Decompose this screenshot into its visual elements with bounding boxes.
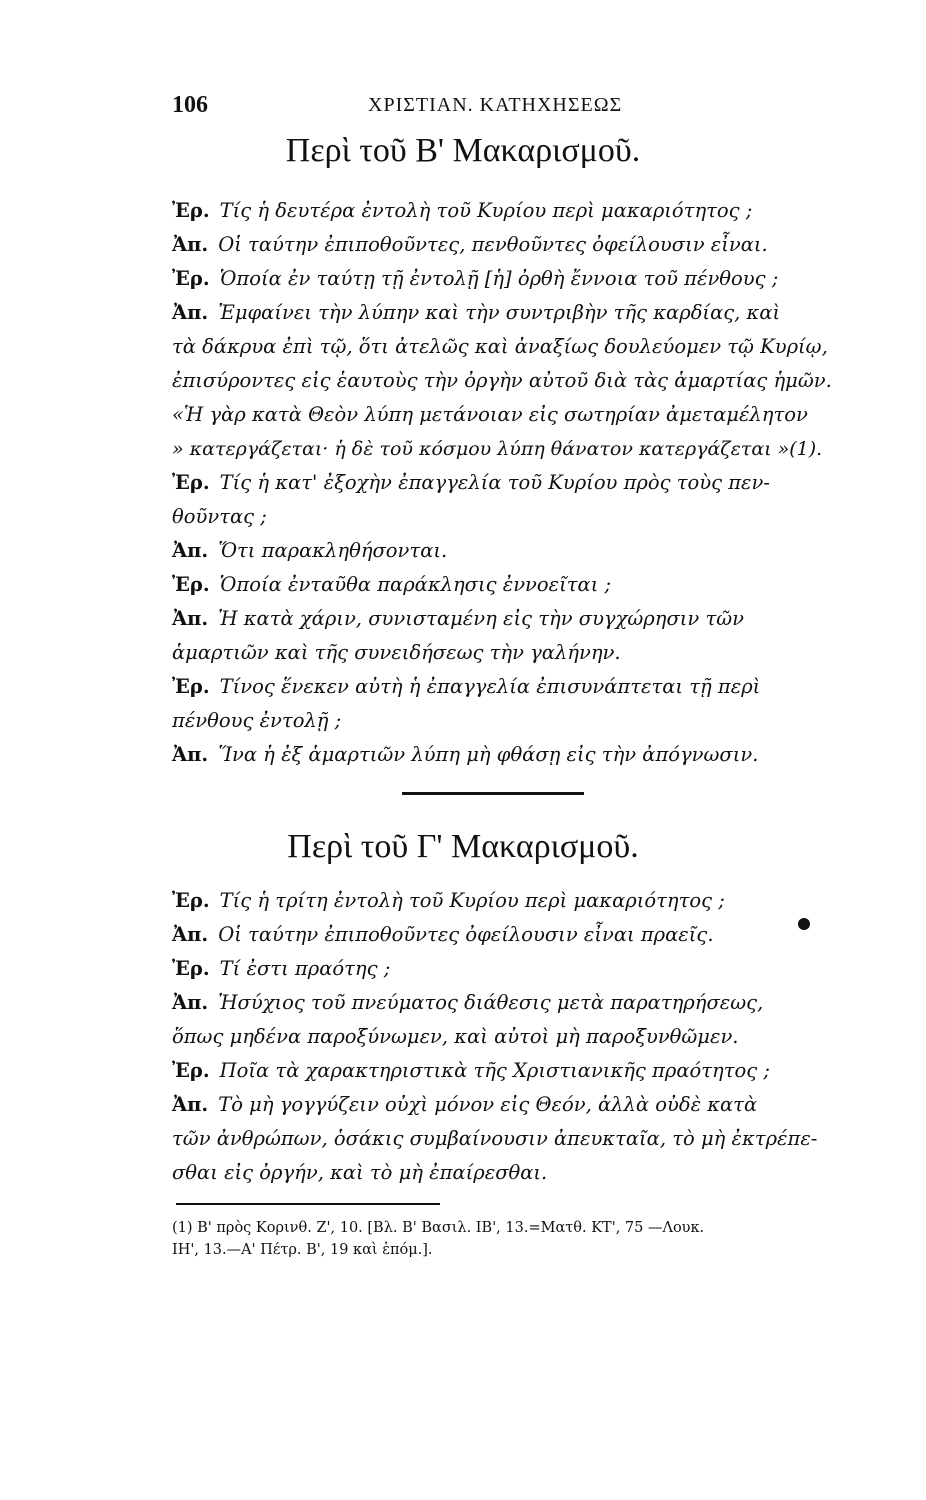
text-line [172,300,836,326]
speaker-label: Ἐρ. [172,889,210,912]
text-line [172,470,836,496]
line-text: Ἵνα ἡ ἐξ ἁμαρτιῶν λύπη μὴ φθάσῃ εἰς τὴν ἀπόγνωσιν. [218,743,759,766]
text-line [172,232,836,258]
speaker-label: Ἐρ. [172,675,210,698]
page-header [172,92,832,122]
text-line [172,198,836,224]
text-line [172,1058,836,1084]
speaker-label: Ἀπ. [172,991,209,1014]
speaker-label: Ἀπ. [172,301,209,324]
speaker-label: Ἐρ. [172,267,210,290]
footnote-line: ΙΗ', 13.—Α' Πέτρ. Β', 19 καὶ ἑπόμ.]. [172,1242,433,1258]
speaker-label: Ἐρ. [172,199,210,222]
line-text: ἁμαρτιῶν καὶ τῆς συνειδήσεως τὴν γαλήνην. [172,641,621,664]
line-text: Τίς ἡ δευτέρα ἐντολὴ τοῦ Κυρίου περὶ μακαριότητος ; [219,199,753,222]
ink-dot-mark [798,918,810,930]
text-line [172,538,836,564]
line-text: τῶν ἀνθρώπων, ὁσάκις συμβαίνουσιν ἀπευκταῖα, τὸ μὴ ἐκτρέπε- [172,1127,818,1150]
text-line [172,334,836,360]
text-line [172,674,836,700]
page-number: 106 [172,92,208,118]
line-text: Οἱ ταύτην ἐπιποθοῦντες ὀφείλουσιν εἶναι πραεῖς. [218,923,714,946]
line-text: ὅπως μηδένα παροξύνωμεν, καὶ αὐτοὶ μὴ παροξυνθῶμεν. [172,1025,739,1048]
footnote-rule [176,1203,440,1205]
speaker-label: Ἀπ. [172,539,209,562]
text-line [172,266,836,292]
speaker-label: Ἀπ. [172,1093,209,1116]
speaker-label: Ἐρ. [172,957,210,980]
line-text: Ἡσύχιος τοῦ πνεύματος διάθεσις μετὰ παρατηρήσεως, [218,991,764,1014]
speaker-label: Ἐρ. [172,471,210,494]
text-line [172,1160,836,1186]
line-text: Τί ἐστι πραότης ; [219,957,391,980]
text-line [172,1092,836,1118]
line-text: Ἐμφαίνει τὴν λύπην καὶ τὴν συντριβὴν τῆς καρδίας, καὶ [218,301,781,324]
text-line [172,402,836,428]
line-text: Ὁποία ἐν ταύτῃ τῇ ἐντολῇ [ἡ] ὀρθὴ ἔννοια τοῦ πένθους ; [219,267,779,290]
section-divider [402,792,584,795]
line-text: Τίς ἡ κατ' ἐξοχὴν ἐπαγγελία τοῦ Κυρίου πρὸς τοὺς πεν- [219,471,770,494]
text-line [172,742,836,768]
speaker-label: Ἀπ. [172,743,209,766]
text-line [172,708,836,734]
speaker-label: Ἐρ. [172,573,210,596]
line-text: θοῦντας ; [172,505,267,528]
line-text: ἐπισύροντες εἰς ἑαυτοὺς τὴν ὀργὴν αὐτοῦ διὰ τὰς ἁμαρτίας ἡμῶν. [172,369,832,392]
speaker-label: Ἀπ. [172,607,209,630]
line-text: Ὁποία ἐνταῦθα παράκλησις ἐννοεῖται ; [219,573,612,596]
line-text: Τὸ μὴ γογγύζειν οὐχὶ μόνον εἰς Θεόν, ἀλλὰ οὐδὲ κατὰ [218,1093,758,1116]
line-text: Τίς ἡ τρίτη ἐντολὴ τοῦ Κυρίου περὶ μακαριότητος ; [219,889,725,912]
text-line [172,572,836,598]
running-title: ΧΡΙΣΤΙΑΝ. ΚΑΤΗΧΗΣΕΩΣ [368,94,623,116]
line-text: Οἱ ταύτην ἐπιποθοῦντες, πενθοῦντες ὀφείλουσιν εἶναι. [218,233,768,256]
text-line [172,1126,836,1152]
text-line [172,504,836,530]
text-line [172,436,836,462]
line-text: τὰ δάκρυα ἐπὶ τῷ, ὅτι ἀτελῶς καὶ ἀναξίως δουλεύομεν τῷ Κυρίῳ, [172,335,828,358]
text-line [172,606,836,632]
text-line [172,956,836,982]
text-line [172,640,836,666]
line-text: πένθους ἐντολῇ ; [172,709,342,732]
text-line [172,922,836,948]
line-text: Τίνος ἕνεκεν αὐτὴ ἡ ἐπαγγελία ἐπισυνάπτεται τῇ περὶ [219,675,761,698]
line-text: Ἡ κατὰ χάριν, συνισταμένη εἰς τὴν συγχώρησιν τῶν [218,607,744,630]
footnote-line: (1) Β' πρὸς Κορινθ. Ζ', 10. [Βλ. Β' Βασιλ. ΙΒ', 13.=Ματθ. ΚΤ', 75 —Λουκ. [172,1220,705,1236]
line-text: σθαι εἰς ὀργήν, καὶ τὸ μὴ ἐπαίρεσθαι. [172,1161,548,1184]
text-line [172,888,836,914]
section-title-b: Περὶ τοῦ Β' Μακαρισμοῦ. [285,132,641,169]
section-title-g: Περὶ τοῦ Γ' Μακαρισμοῦ. [287,828,639,865]
speaker-label: Ἀπ. [172,923,209,946]
line-text: «Ἡ γὰρ κατὰ Θεὸν λύπη μετάνοιαν εἰς σωτηρίαν ἀμεταμέλητον [172,403,808,426]
text-line [172,990,836,1016]
speaker-label: Ἐρ. [172,1059,210,1082]
line-text: Ποῖα τὰ χαρακτηριστικὰ τῆς Χριστιανικῆς πραότητος ; [219,1059,770,1082]
text-line [172,368,836,394]
line-text: Ὅτι παρακληθήσονται. [218,539,448,562]
text-line [172,1024,836,1050]
line-text: » κατεργάζεται· ἡ δὲ τοῦ κόσμου λύπη θάνατον κατεργάζεται »(1). [172,438,823,460]
speaker-label: Ἀπ. [172,233,209,256]
